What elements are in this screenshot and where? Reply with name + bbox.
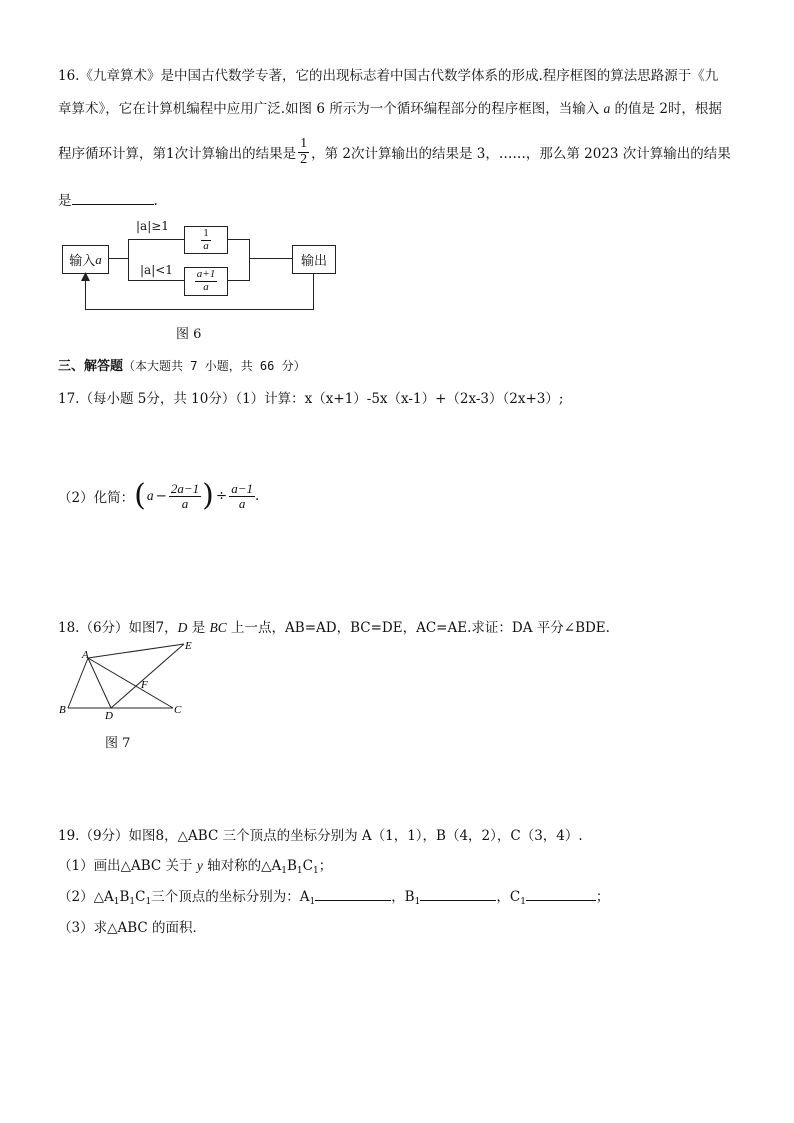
- q17-part2: （2）化简： ( a − $\frac{2a-1}{a}$ ) ÷ $\frac{a-1}{a}$ .: [58, 478, 260, 513]
- flow-loop-line: [85, 309, 314, 310]
- label-A: A: [82, 649, 89, 661]
- q19-line3: $(2)\triangle A_1B_1C_1$三个顶点的坐标分别为：$A_1$ ，$B_1$ ，$C_1$ ；: [58, 889, 610, 907]
- figure7-caption: 图 7: [105, 736, 131, 751]
- q16-var-a: a: [603, 101, 611, 116]
- flow-arrow-icon: [80, 272, 91, 282]
- q16-line2: [58, 97, 722, 117]
- q17-part1: 17.（每小题 5分，共 10分）（1）计算：x（x+1）-5x（x-1）+（2x-3）（2x+3）;: [58, 391, 564, 407]
- label-F: F: [141, 679, 148, 691]
- flow-cond-top: |a|≥1: [136, 219, 169, 233]
- flow-line: [227, 239, 249, 240]
- q17-fraction-1: $\frac{2a-1}{a}$: [170, 480, 200, 511]
- flow-output-box: 输出: [292, 245, 336, 274]
- flow-box-plus-one: $\frac{a+1}{a}$: [184, 267, 228, 296]
- paren-right: ): [202, 478, 214, 513]
- flow-box-reciprocal: $\frac{1}{a}$: [184, 226, 228, 254]
- label-D: D: [105, 710, 113, 722]
- q16-answer-blank[interactable]: [72, 204, 154, 205]
- label-C: C: [174, 704, 182, 716]
- label-E: E: [185, 640, 192, 652]
- flow-line: [128, 239, 184, 240]
- flow-line: [128, 280, 184, 281]
- flow-line: [249, 239, 250, 281]
- q19-line4: （3）求△ABC 的面积．: [58, 920, 207, 936]
- segment-AE: [88, 644, 184, 658]
- figure6-caption: 图 6: [176, 327, 202, 342]
- q19-answer-blank-a1[interactable]: [315, 900, 391, 901]
- q16-line2-text-b: 的值是 2时，根据: [610, 101, 722, 117]
- label-B: B: [59, 704, 66, 716]
- segment-AB: [68, 658, 88, 708]
- q16-line3-text: 程序循环计算，第1次计算输出的结果是: [58, 146, 297, 162]
- q19-answer-blank-c1[interactable]: [526, 900, 596, 901]
- flow-loop-line: [85, 279, 86, 310]
- q16-line3: [58, 132, 731, 172]
- figure7-triangle-diagram: [55, 636, 205, 722]
- flow-loop-line: [313, 273, 314, 310]
- q16-line2-text: 章算术》，它在计算机编程中应用广泛.如图 6 所示为一个循环编程部分的程序框图，当输入: [58, 101, 604, 117]
- segment-AD: [88, 658, 111, 708]
- q18-text: 18.（6分）如图7，D 是 BC 上一点，AB=AD，BC=DE，AC=AE.求证：DA 平分∠BDE.: [58, 620, 610, 636]
- q16-fraction-half: $\frac{1}{2}$: [300, 135, 308, 167]
- q19-line1: 19.（9分）如图8，△ABC 三个顶点的坐标分别为 A（1，1），B（4，2），C（3，4）.: [58, 828, 583, 844]
- flow-line: [128, 239, 129, 280]
- flow-line: [249, 258, 292, 259]
- section3-heading: 三、解答题（本大题共 7 小题，共 66 分）: [58, 359, 306, 374]
- q16-line1: 16.《九章算术》是中国古代数学专著，它的出现标志着中国古代数学体系的形成.程序框图的算法思路源于《九: [58, 68, 719, 84]
- flow-input-box: 输入 a: [62, 245, 109, 274]
- flow-line: [227, 280, 249, 281]
- segment-AC: [88, 658, 173, 708]
- q19-answer-blank-b1[interactable]: [420, 900, 496, 901]
- q16-line3-text-b: ，第 2次计算输出的结果是 3，……，那么第 2023 次计算输出的结果: [311, 146, 731, 162]
- q19-line2: （1）画出△ABC 关于 y 轴对称的$\triangle A_1B_1C_1$；: [58, 858, 333, 876]
- q17-fraction-2: $\frac{a-1}{a}$: [231, 480, 253, 511]
- segment-DE: [111, 644, 184, 708]
- paren-left: (: [134, 478, 146, 513]
- q16-line4: 是 .: [58, 193, 158, 209]
- flow-line: [108, 258, 128, 259]
- flow-cond-bottom: |a|<1: [140, 263, 173, 277]
